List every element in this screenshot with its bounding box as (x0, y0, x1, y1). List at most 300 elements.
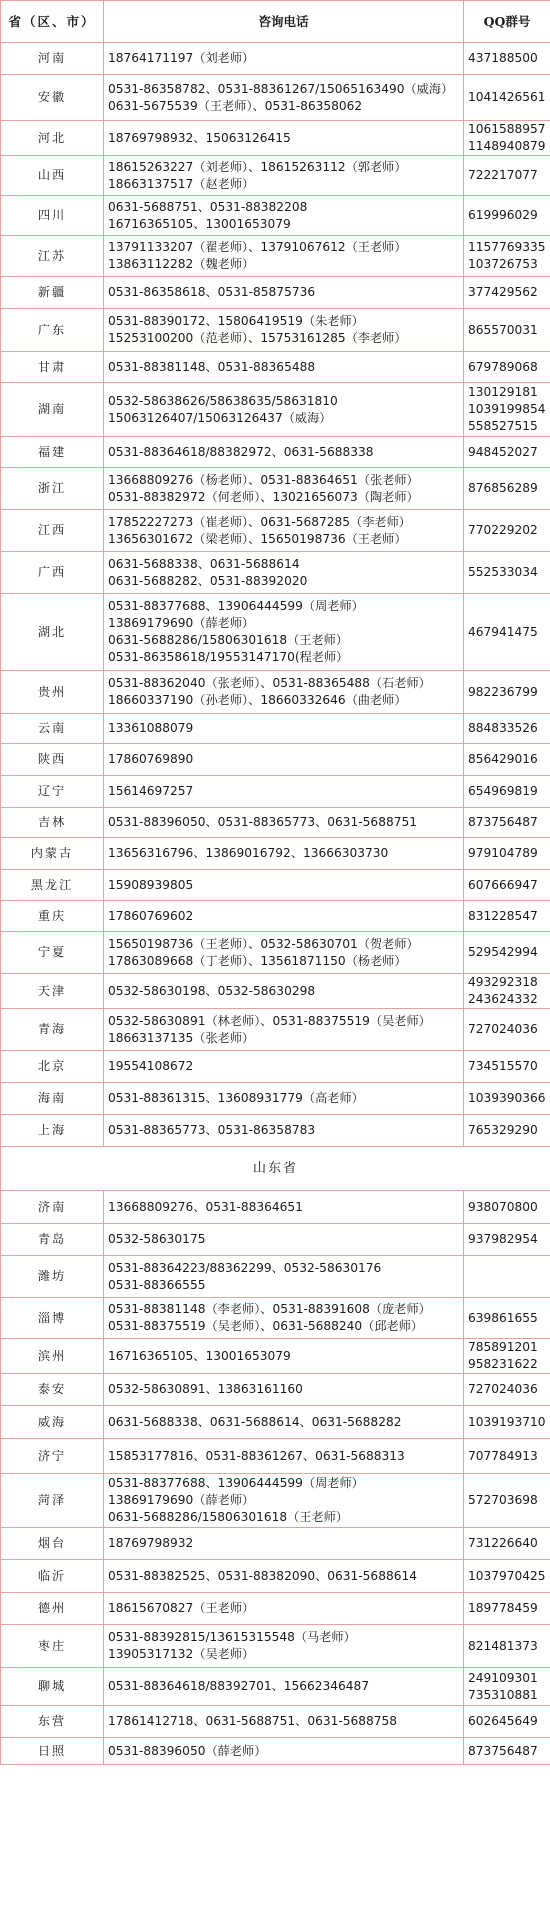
qq-cell (464, 552, 550, 594)
qq-group-number: 831228547 (468, 908, 538, 923)
phone-line: 18615670827（王老师） (108, 1601, 255, 1615)
region-name: 江西 (1, 510, 104, 552)
region-name: 湖南 (1, 383, 104, 437)
phone-line: 0531-88366555 (108, 1277, 206, 1292)
table-row (1, 974, 550, 1009)
phone-cell (104, 196, 464, 236)
phone-cell (104, 43, 464, 75)
qq-group-number: 602645649 (468, 1714, 538, 1728)
qq-cell (464, 1706, 550, 1738)
table-row (1, 1224, 550, 1256)
phone-cell (104, 1474, 464, 1528)
qq-cell (464, 1528, 550, 1560)
qq-cell (464, 236, 550, 277)
qq-group-number: 884833526 (468, 721, 538, 735)
phone-cell (104, 870, 464, 901)
qq-group-number: 938070800 (468, 1199, 538, 1214)
table-row (1, 1474, 550, 1528)
table-row (1, 1374, 550, 1406)
table-row (1, 1593, 550, 1625)
qq-group-number: 377429562 (468, 285, 538, 299)
table-row (1, 1439, 550, 1474)
qq-group-number: 770229202 (468, 523, 538, 537)
qq-group-number: 731226640 (468, 1536, 538, 1550)
phone-cell (104, 510, 464, 552)
table-row (1, 714, 550, 744)
phone-cell (104, 468, 464, 510)
table-row (1, 671, 550, 714)
qq-cell (464, 594, 550, 671)
region-name: 江苏 (1, 236, 104, 277)
region-name: 福建 (1, 437, 104, 468)
phone-line: 17852227273（崔老师）、0631-5687285（李老师） (108, 514, 411, 529)
table-row (1, 1115, 550, 1147)
phone-line: 16716365105、13001653079 (108, 216, 291, 231)
qq-cell (464, 468, 550, 510)
phone-cell (104, 714, 464, 744)
qq-cell (464, 671, 550, 714)
table-row (1, 236, 550, 277)
qq-group-number: 979104789 (468, 846, 538, 860)
qq-cell (464, 744, 550, 776)
region-name: 上海 (1, 1115, 104, 1147)
table-row (1, 1706, 550, 1738)
table-row (1, 156, 550, 196)
phone-line: 13905317132（吴老师） (108, 1647, 255, 1661)
qq-group-number: 948452027 (468, 444, 538, 459)
phone-line: 0631-5688286/15806301618（王老师） (108, 633, 349, 647)
qq-group-number: 103726753 (468, 257, 538, 271)
table-row (1, 196, 550, 236)
qq-cell (464, 156, 550, 196)
region-name: 德州 (1, 1593, 104, 1625)
region-name: 泰安 (1, 1374, 104, 1406)
qq-group-number: 937982954 (468, 1232, 538, 1246)
table-row (1, 744, 550, 776)
phone-cell (104, 1115, 464, 1147)
phone-cell (104, 1528, 464, 1560)
phone-line: 13863112282（魏老师） (108, 257, 255, 271)
qq-cell (464, 1593, 550, 1625)
phone-cell (104, 1560, 464, 1593)
phone-line: 16716365105、13001653079 (108, 1348, 291, 1363)
qq-group-number: 639861655 (468, 1310, 538, 1325)
table-row (1, 1528, 550, 1560)
region-name: 青岛 (1, 1224, 104, 1256)
phone-line: 15853177816、0531-88361267、0631-5688313 (108, 1448, 405, 1463)
region-name: 吉林 (1, 808, 104, 838)
qq-group-number: 727024036 (468, 1382, 538, 1396)
phone-cell (104, 383, 464, 437)
qq-group-number: 873756487 (468, 1743, 538, 1758)
phone-line: 0531-88396050（薛老师） (108, 1743, 267, 1758)
region-name: 宁夏 (1, 932, 104, 974)
region-name: 河北 (1, 121, 104, 156)
qq-cell (464, 974, 550, 1009)
qq-group-number: 493292318 (468, 975, 538, 989)
qq-group-number: 130129181 (468, 385, 538, 399)
phone-line: 0631-5688338、0631-5688614 (108, 556, 300, 571)
phone-cell (104, 309, 464, 352)
table-row (1, 1256, 550, 1298)
table-row (1, 1406, 550, 1439)
region-name: 淄博 (1, 1298, 104, 1339)
region-name: 菏泽 (1, 1474, 104, 1528)
qq-group-number: 765329290 (468, 1123, 538, 1137)
qq-cell (464, 1439, 550, 1474)
phone-line: 0531-88362040（张老师）、0531-88365488（石老师） (108, 676, 431, 690)
phone-line: 0531-88381148、0531-88365488 (108, 359, 316, 374)
qq-group-number: 654969819 (468, 784, 538, 798)
phone-cell (104, 974, 464, 1009)
qq-group-number: 727024036 (468, 1022, 538, 1036)
phone-line: 0532-58638626/58638635/58631810 (108, 393, 338, 408)
region-name: 海南 (1, 1083, 104, 1115)
region-name: 广东 (1, 309, 104, 352)
qq-group-number: 958231622 (468, 1357, 538, 1371)
qq-group-number: 437188500 (468, 51, 538, 65)
region-name: 北京 (1, 1051, 104, 1083)
region-name: 临沂 (1, 1560, 104, 1593)
qq-cell (464, 870, 550, 901)
qq-cell (464, 1224, 550, 1256)
phone-cell (104, 808, 464, 838)
region-name: 贵州 (1, 671, 104, 714)
phone-cell (104, 1224, 464, 1256)
table-row (1, 1083, 550, 1115)
table-row (1, 468, 550, 510)
phone-line: 0531-88364618/88382972、0631-5688338 (108, 444, 374, 459)
region-name: 内蒙古 (1, 838, 104, 870)
phone-cell (104, 671, 464, 714)
table-row (1, 1191, 550, 1224)
qq-group-number: 679789068 (468, 359, 538, 374)
phone-cell (104, 1339, 464, 1374)
region-name: 滨州 (1, 1339, 104, 1374)
qq-group-number: 876856289 (468, 481, 538, 495)
phone-line: 0531-86358618/19553147170(程老师） (108, 650, 349, 664)
qq-group-number: 1157769335 (468, 240, 546, 254)
phone-line: 17861412718、0631-5688751、0631-5688758 (108, 1714, 398, 1728)
phone-line: 0531-88392815/13615315548（马老师） (108, 1630, 356, 1644)
table-row (1, 1668, 550, 1706)
phone-line: 15253100200（范老师）、15753161285（李老师） (108, 331, 407, 345)
table-row (1, 437, 550, 468)
phone-line: 0631-5688282、0531-88392020 (108, 573, 308, 588)
phone-line: 0631-5688751、0531-88382208 (108, 199, 308, 214)
table-row (1, 552, 550, 594)
qq-group-number: 607666947 (468, 877, 538, 892)
table-row (1, 383, 550, 437)
section-title: 山东省 (1, 1147, 550, 1191)
phone-cell (104, 156, 464, 196)
qq-cell (464, 776, 550, 808)
qq-cell (464, 1406, 550, 1439)
qq-cell (464, 714, 550, 744)
table-row (1, 1009, 550, 1051)
phone-cell (104, 352, 464, 383)
phone-line: 15908939805 (108, 877, 194, 892)
qq-group-number: 707784913 (468, 1448, 538, 1463)
phone-line: 0531-88375519（吴老师）、0631-5688240（邱老师） (108, 1319, 424, 1333)
qq-group-number: 1061588957 (468, 122, 546, 136)
table-row (1, 1560, 550, 1593)
phone-line: 13791133207（翟老师）、13791067612（王老师） (108, 240, 407, 254)
phone-line: 18663137135（张老师） (108, 1030, 255, 1045)
phone-cell (104, 75, 464, 121)
phone-cell (104, 552, 464, 594)
phone-line: 0531-88364223/88362299、0532-58630176 (108, 1260, 382, 1275)
phone-cell (104, 838, 464, 870)
phone-cell (104, 1374, 464, 1406)
phone-line: 18769798932、15063126415 (108, 130, 291, 145)
phone-line: 15650198736（王老师）、0532-58630701（贺老师） (108, 936, 419, 951)
qq-cell (464, 43, 550, 75)
phone-cell (104, 1706, 464, 1738)
phone-cell (104, 594, 464, 671)
phone-line: 19554108672 (108, 1059, 194, 1073)
table-row (1, 594, 550, 671)
qq-cell (464, 277, 550, 309)
table-row (1, 870, 550, 901)
qq-cell (464, 1374, 550, 1406)
phone-line: 17863089668（丁老师）、13561871150（杨老师） (108, 953, 407, 968)
qq-cell (464, 838, 550, 870)
phone-line: 13869179690（薛老师） (108, 616, 255, 630)
qq-cell (464, 1339, 550, 1374)
table-row (1, 1625, 550, 1668)
qq-group-number: 1037970425 (468, 1568, 546, 1583)
qq-cell (464, 1115, 550, 1147)
phone-cell (104, 1406, 464, 1439)
phone-line: 0531-88396050、0531-88365773、0631-5688751 (108, 815, 417, 829)
phone-line: 13869179690（薛老师） (108, 1493, 255, 1507)
region-name: 枣庄 (1, 1625, 104, 1668)
phone-line: 18769798932 (108, 1536, 194, 1550)
phone-line: 13668809276、0531-88364651 (108, 1199, 303, 1214)
table-body (1, 1, 550, 1765)
phone-line: 0531-88365773、0531-86358783 (108, 1123, 316, 1137)
phone-line: 17860769890 (108, 752, 194, 766)
phone-cell (104, 236, 464, 277)
qq-cell (464, 1738, 550, 1765)
phone-cell (104, 1009, 464, 1051)
phone-line: 0631-5675539（王老师）、0531-86358062 (108, 98, 363, 113)
qq-group-number: 619996029 (468, 208, 538, 222)
phone-line: 0531-88390172、15806419519（朱老师） (108, 314, 364, 328)
phone-cell (104, 1256, 464, 1298)
qq-group-number: 249109301 (468, 1670, 538, 1685)
region-name: 潍坊 (1, 1256, 104, 1298)
qq-cell (464, 1560, 550, 1593)
header-province: 省（区、市） (1, 1, 104, 43)
region-name: 日照 (1, 1738, 104, 1765)
phone-line: 0531-88382972（何老师）、13021656073（陶老师） (108, 489, 419, 504)
qq-cell (464, 352, 550, 383)
table-row (1, 901, 550, 932)
region-name: 青海 (1, 1009, 104, 1051)
region-name: 辽宁 (1, 776, 104, 808)
phone-line: 13361088079 (108, 721, 194, 735)
phone-line: 15063126407/15063126437（威海） (108, 410, 332, 425)
qq-cell (464, 75, 550, 121)
qq-cell (464, 1474, 550, 1528)
qq-cell (464, 437, 550, 468)
qq-cell (464, 121, 550, 156)
table-row (1, 1738, 550, 1765)
phone-cell (104, 932, 464, 974)
qq-group-number: 1039193710 (468, 1414, 546, 1429)
qq-group-number: 552533034 (468, 565, 538, 579)
region-name: 黑龙江 (1, 870, 104, 901)
qq-cell (464, 383, 550, 437)
phone-line: 0531-86358782、0531-88361267/15065163490（威海） (108, 81, 454, 96)
phone-cell (104, 1191, 464, 1224)
phone-line: 0531-88361315、13608931779（高老师） (108, 1091, 364, 1105)
phone-line: 0531-88377688、13906444599（周老师） (108, 1476, 364, 1490)
phone-line: 18615263227（刘老师）、18615263112（郭老师） (108, 159, 407, 174)
phone-line: 0531-86358618、0531-85875736 (108, 285, 316, 299)
table-row (1, 277, 550, 309)
phone-line: 0631-5688286/15806301618（王老师） (108, 1510, 349, 1524)
phone-cell (104, 1668, 464, 1706)
phone-line: 0531-88382525、0531-88382090、0631-5688614 (108, 1568, 417, 1583)
table-row (1, 510, 550, 552)
qq-cell (464, 1083, 550, 1115)
qq-group-number: 467941475 (468, 624, 538, 639)
phone-cell (104, 744, 464, 776)
phone-line: 13656316796、13869016792、13666303730 (108, 846, 389, 860)
qq-cell (464, 1256, 550, 1298)
table-row (1, 1339, 550, 1374)
qq-cell (464, 1668, 550, 1706)
region-name: 东营 (1, 1706, 104, 1738)
qq-group-number: 982236799 (468, 684, 538, 699)
region-name: 云南 (1, 714, 104, 744)
qq-group-number: 865570031 (468, 322, 538, 337)
qq-group-number: 572703698 (468, 1493, 538, 1507)
region-name: 威海 (1, 1406, 104, 1439)
qq-group-number: 873756487 (468, 815, 538, 829)
qq-cell (464, 808, 550, 838)
phone-line: 0631-5688338、0631-5688614、0631-5688282 (108, 1414, 402, 1429)
phone-line: 0532-58630198、0532-58630298 (108, 983, 316, 998)
phone-line: 17860769602 (108, 908, 194, 923)
qq-cell (464, 1051, 550, 1083)
phone-line: 13668809276（杨老师）、0531-88364651（张老师） (108, 472, 419, 487)
table-row (1, 808, 550, 838)
table-header-row (1, 1, 550, 43)
table-row (1, 121, 550, 156)
phone-cell (104, 1593, 464, 1625)
region-name: 安徽 (1, 75, 104, 121)
qq-cell (464, 196, 550, 236)
table-row (1, 932, 550, 974)
qq-group-number: 1148940879 (468, 139, 546, 153)
table-row (1, 43, 550, 75)
qq-group-number: 734515570 (468, 1059, 538, 1073)
phone-cell (104, 901, 464, 932)
phone-line: 0532-58630891（林老师）、0531-88375519（吴老师） (108, 1013, 431, 1028)
region-name: 湖北 (1, 594, 104, 671)
region-name: 济南 (1, 1191, 104, 1224)
header-qq: QQ群号 (464, 1, 550, 43)
phone-line: 0532-58630891、13863161160 (108, 1382, 303, 1396)
section-row (1, 1147, 550, 1191)
qq-group-number: 856429016 (468, 752, 538, 766)
qq-cell (464, 932, 550, 974)
qq-cell (464, 1009, 550, 1051)
phone-line: 13656301672（梁老师）、15650198736（王老师） (108, 531, 407, 546)
phone-line: 0531-88364618/88392701、15662346487 (108, 1679, 370, 1693)
region-name: 陕西 (1, 744, 104, 776)
qq-group-number: 529542994 (468, 945, 538, 959)
table-row (1, 1051, 550, 1083)
qq-group-number: 1039199854 (468, 402, 546, 416)
qq-group-number: 1039390366 (468, 1091, 546, 1105)
qq-group-number: 722217077 (468, 168, 538, 182)
table-row (1, 1298, 550, 1339)
phone-line: 0531-88381148（李老师）、0531-88391608（庞老师） (108, 1302, 431, 1316)
region-name: 新疆 (1, 277, 104, 309)
table-row (1, 776, 550, 808)
table-row (1, 75, 550, 121)
qq-cell (464, 1191, 550, 1224)
phone-cell (104, 1625, 464, 1668)
phone-cell (104, 1439, 464, 1474)
qq-group-number: 735310881 (468, 1687, 538, 1702)
phone-cell (104, 1051, 464, 1083)
phone-cell (104, 1738, 464, 1765)
phone-cell (104, 437, 464, 468)
phone-cell (104, 121, 464, 156)
region-name: 济宁 (1, 1439, 104, 1474)
qq-group-number: 785891201 (468, 1340, 538, 1354)
region-name: 天津 (1, 974, 104, 1009)
table-row (1, 838, 550, 870)
region-name: 浙江 (1, 468, 104, 510)
table-row (1, 352, 550, 383)
phone-cell (104, 277, 464, 309)
region-name: 重庆 (1, 901, 104, 932)
header-phone: 咨询电话 (104, 1, 464, 43)
phone-cell (104, 1298, 464, 1339)
qq-cell (464, 309, 550, 352)
qq-group-number: 189778459 (468, 1601, 538, 1615)
phone-line: 18660337190（孙老师）、18660332646（曲老师） (108, 693, 407, 707)
phone-cell (104, 1083, 464, 1115)
phone-cell (104, 776, 464, 808)
region-name: 四川 (1, 196, 104, 236)
qq-cell (464, 901, 550, 932)
region-name: 聊城 (1, 1668, 104, 1706)
qq-group-number: 243624332 (468, 992, 538, 1006)
table-row (1, 309, 550, 352)
phone-line: 0531-88377688、13906444599（周老师） (108, 599, 364, 613)
qq-group-number: 558527515 (468, 419, 538, 433)
phone-line: 0532-58630175 (108, 1232, 206, 1246)
region-name: 山西 (1, 156, 104, 196)
region-name: 烟台 (1, 1528, 104, 1560)
qq-group-number: 1041426561 (468, 90, 546, 104)
region-name: 广西 (1, 552, 104, 594)
phone-line: 18663137517（赵老师） (108, 176, 255, 191)
qq-group-number: 821481373 (468, 1638, 538, 1653)
qq-cell (464, 1625, 550, 1668)
region-name: 甘肃 (1, 352, 104, 383)
phone-line: 15614697257 (108, 784, 194, 798)
phone-line: 18764171197（刘老师） (108, 51, 255, 65)
